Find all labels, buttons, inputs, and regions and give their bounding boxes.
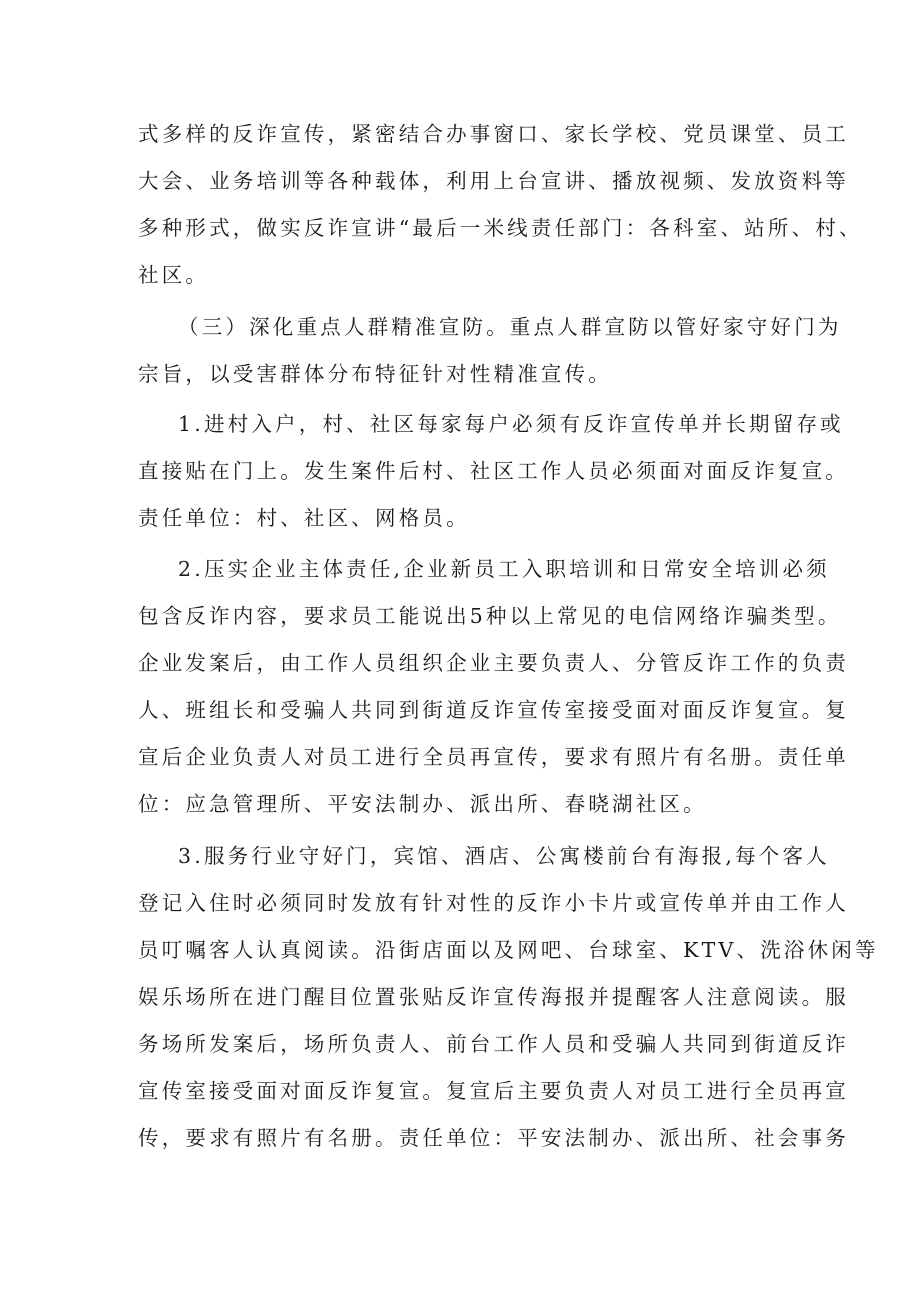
text-line: 位：应急管理所、平安法制办、派出所、春晓湖社区。 [138, 792, 707, 816]
text-line: 登记入住时必须同时发放有针对性的反诈小卡片或宣传单并由工作人 [138, 891, 849, 915]
text-line: 传，要求有照片有名册。责任单位：平安法制办、派出所、社会事务 [138, 1126, 849, 1150]
text-line: 娱乐场所在进门醒目位置张贴反诈宣传海报并提醒客人注意阅读。服 [138, 985, 849, 1009]
text-line: 多种形式，做实反诈宣讲“最后一米线责任部门：各科室、站所、村、 [138, 216, 863, 240]
text-line: 员叮嘱客人认真阅读。沿街店面以及网吧、台球室、KTV、洗浴休闲等 [138, 938, 879, 962]
text-line: 包含反诈内容，要求员工能说出5种以上常见的电信网络诈骗类型。 [138, 604, 842, 628]
text-line: 社区。 [138, 263, 210, 287]
text-line: 宣传室接受面对面反诈复宣。复宣后主要负责人对员工进行全员再宣 [138, 1079, 849, 1103]
text-line: 大会、业务培训等各种载体，利用上台宣讲、播放视频、发放资料等 [138, 169, 849, 193]
list-item-2: 2.压实企业主体责任,企业新员工入职培训和日常安全培训必须 [178, 557, 830, 581]
text-line: 务场所发案后，场所负责人、前台工作人员和受骗人共同到街道反诈 [138, 1032, 849, 1056]
text-line: 式多样的反诈宣传，紧密结合办事窗口、家长学校、党员课堂、员工 [138, 122, 849, 146]
text-line: 企业发案后，由工作人员组织企业主要负责人、分管反诈工作的负责 [138, 651, 849, 675]
text-line: 直接贴在门上。发生案件后村、社区工作人员必须面对面反诈复宣。 [138, 459, 849, 483]
list-item-3: 3.服务行业守好门，宾馆、酒店、公寓楼前台有海报,每个客人 [178, 844, 830, 868]
list-item-1: 1.进村入户，村、社区每家每户必须有反诈宣传单并长期留存或 [178, 412, 844, 436]
text-line: 宗旨，以受害群体分布特征针对性精准宣传。 [138, 362, 612, 386]
text-line: 人、班组长和受骗人共同到街道反诈宣传室接受面对面反诈复宣。复 [138, 698, 849, 722]
text-line: 宣后企业负责人对员工进行全员再宣传，要求有照片有名册。责任单 [138, 745, 849, 769]
section-heading: （三）深化重点人群精准宣防。重点人群宣防以管好家守好门为 [178, 315, 842, 339]
text-line: 责任单位：村、社区、网格员。 [138, 506, 470, 530]
